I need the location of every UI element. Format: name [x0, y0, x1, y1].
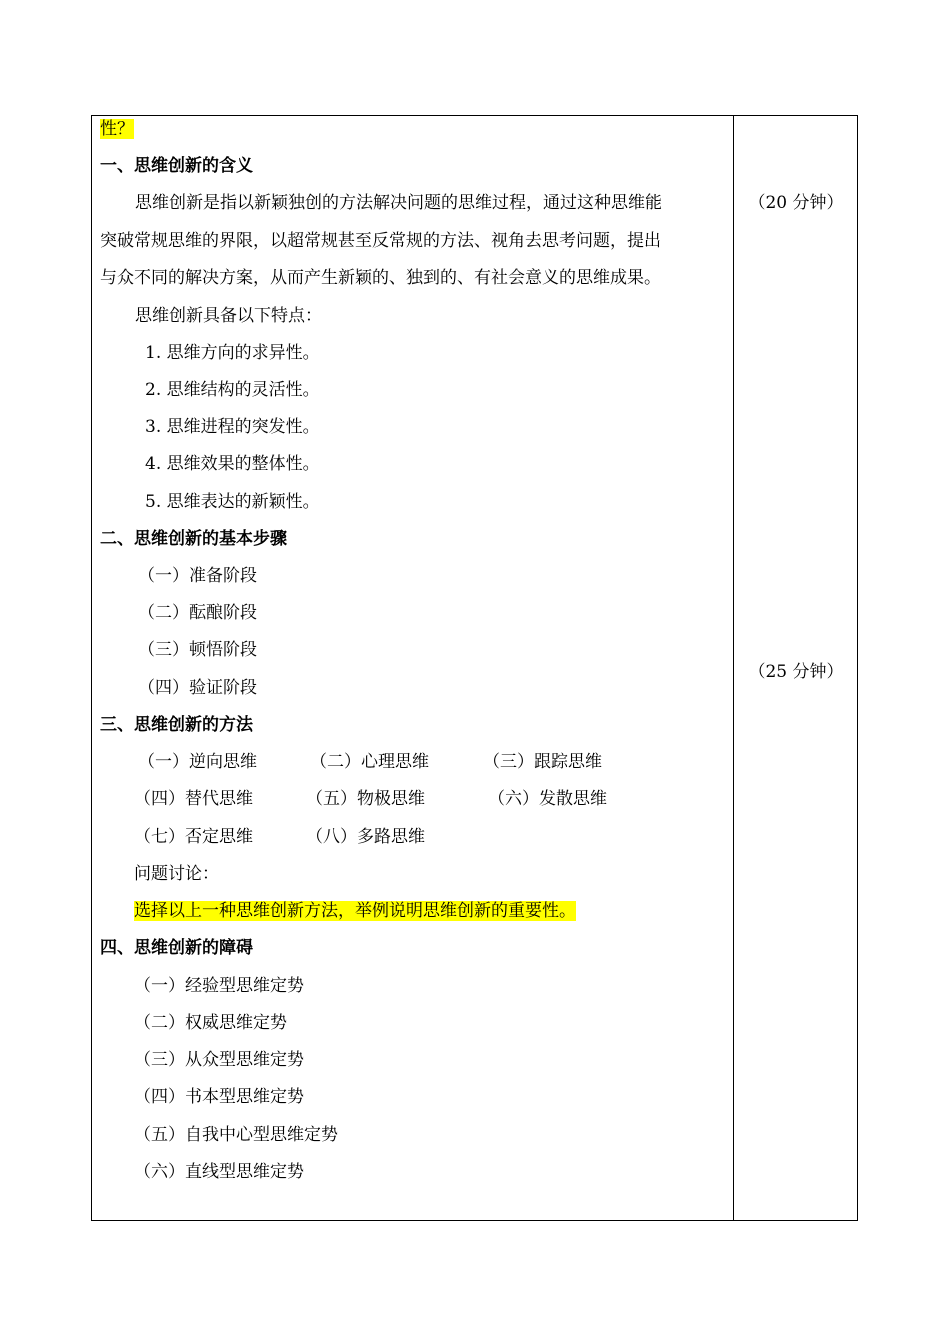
section1-heading: 一、思维创新的含义 [100, 156, 253, 176]
feature-item: 5. 思维表达的新颖性。 [145, 492, 320, 512]
discussion-text: 选择以上一种思维创新方法，举例说明思维创新的重要性。 [134, 901, 576, 921]
section1-paragraph-line: 思维创新是指以新颖独创的方法解决问题的思维过程，通过这种思维能 [135, 193, 662, 213]
section1-paragraph-line: 与众不同的解决方案，从而产生新颖的、独到的、有社会意义的思维成果。 [100, 268, 661, 288]
method-item: （八）多路思维 [306, 827, 425, 847]
method-item: （一）逆向思维 [138, 752, 257, 772]
method-item: （二）心理思维 [310, 752, 429, 772]
feature-item: 3. 思维进程的突发性。 [145, 417, 320, 437]
continued-text: 性？ [100, 119, 134, 139]
obstacle-item: （二）权威思维定势 [134, 1013, 287, 1033]
method-item: （五）物极思维 [306, 789, 425, 809]
step-item: （二）酝酿阶段 [138, 603, 257, 623]
method-item: （六）发散思维 [488, 789, 607, 809]
features-intro: 思维创新具备以下特点： [135, 306, 322, 326]
section4-heading: 四、思维创新的障碍 [100, 938, 253, 958]
feature-item: 4. 思维效果的整体性。 [145, 454, 320, 474]
obstacle-item: （四）书本型思维定势 [134, 1087, 304, 1107]
step-item: （四）验证阶段 [138, 678, 257, 698]
section1-paragraph-line: 突破常规思维的界限，以超常规甚至反常规的方法、视角去思考问题，提出 [100, 231, 661, 251]
section2-heading: 二、思维创新的基本步骤 [100, 529, 287, 549]
feature-item: 1. 思维方向的求异性。 [145, 343, 320, 363]
obstacle-item: （五）自我中心型思维定势 [134, 1125, 338, 1145]
step-item: （一）准备阶段 [138, 566, 257, 586]
method-item: （三）跟踪思维 [483, 752, 602, 772]
section3-heading: 三、思维创新的方法 [100, 715, 253, 735]
time-allocation: （25 分钟） [748, 662, 844, 682]
obstacle-item: （一）经验型思维定势 [134, 976, 304, 996]
obstacle-item: （六）直线型思维定势 [134, 1162, 304, 1182]
method-item: （四）替代思维 [134, 789, 253, 809]
step-item: （三）顿悟阶段 [138, 640, 257, 660]
time-allocation: （20 分钟） [748, 193, 844, 213]
column-divider [733, 115, 734, 1221]
feature-item: 2. 思维结构的灵活性。 [145, 380, 320, 400]
obstacle-item: （三）从众型思维定势 [134, 1050, 304, 1070]
method-item: （七）否定思维 [134, 827, 253, 847]
discussion-label: 问题讨论： [134, 864, 219, 884]
